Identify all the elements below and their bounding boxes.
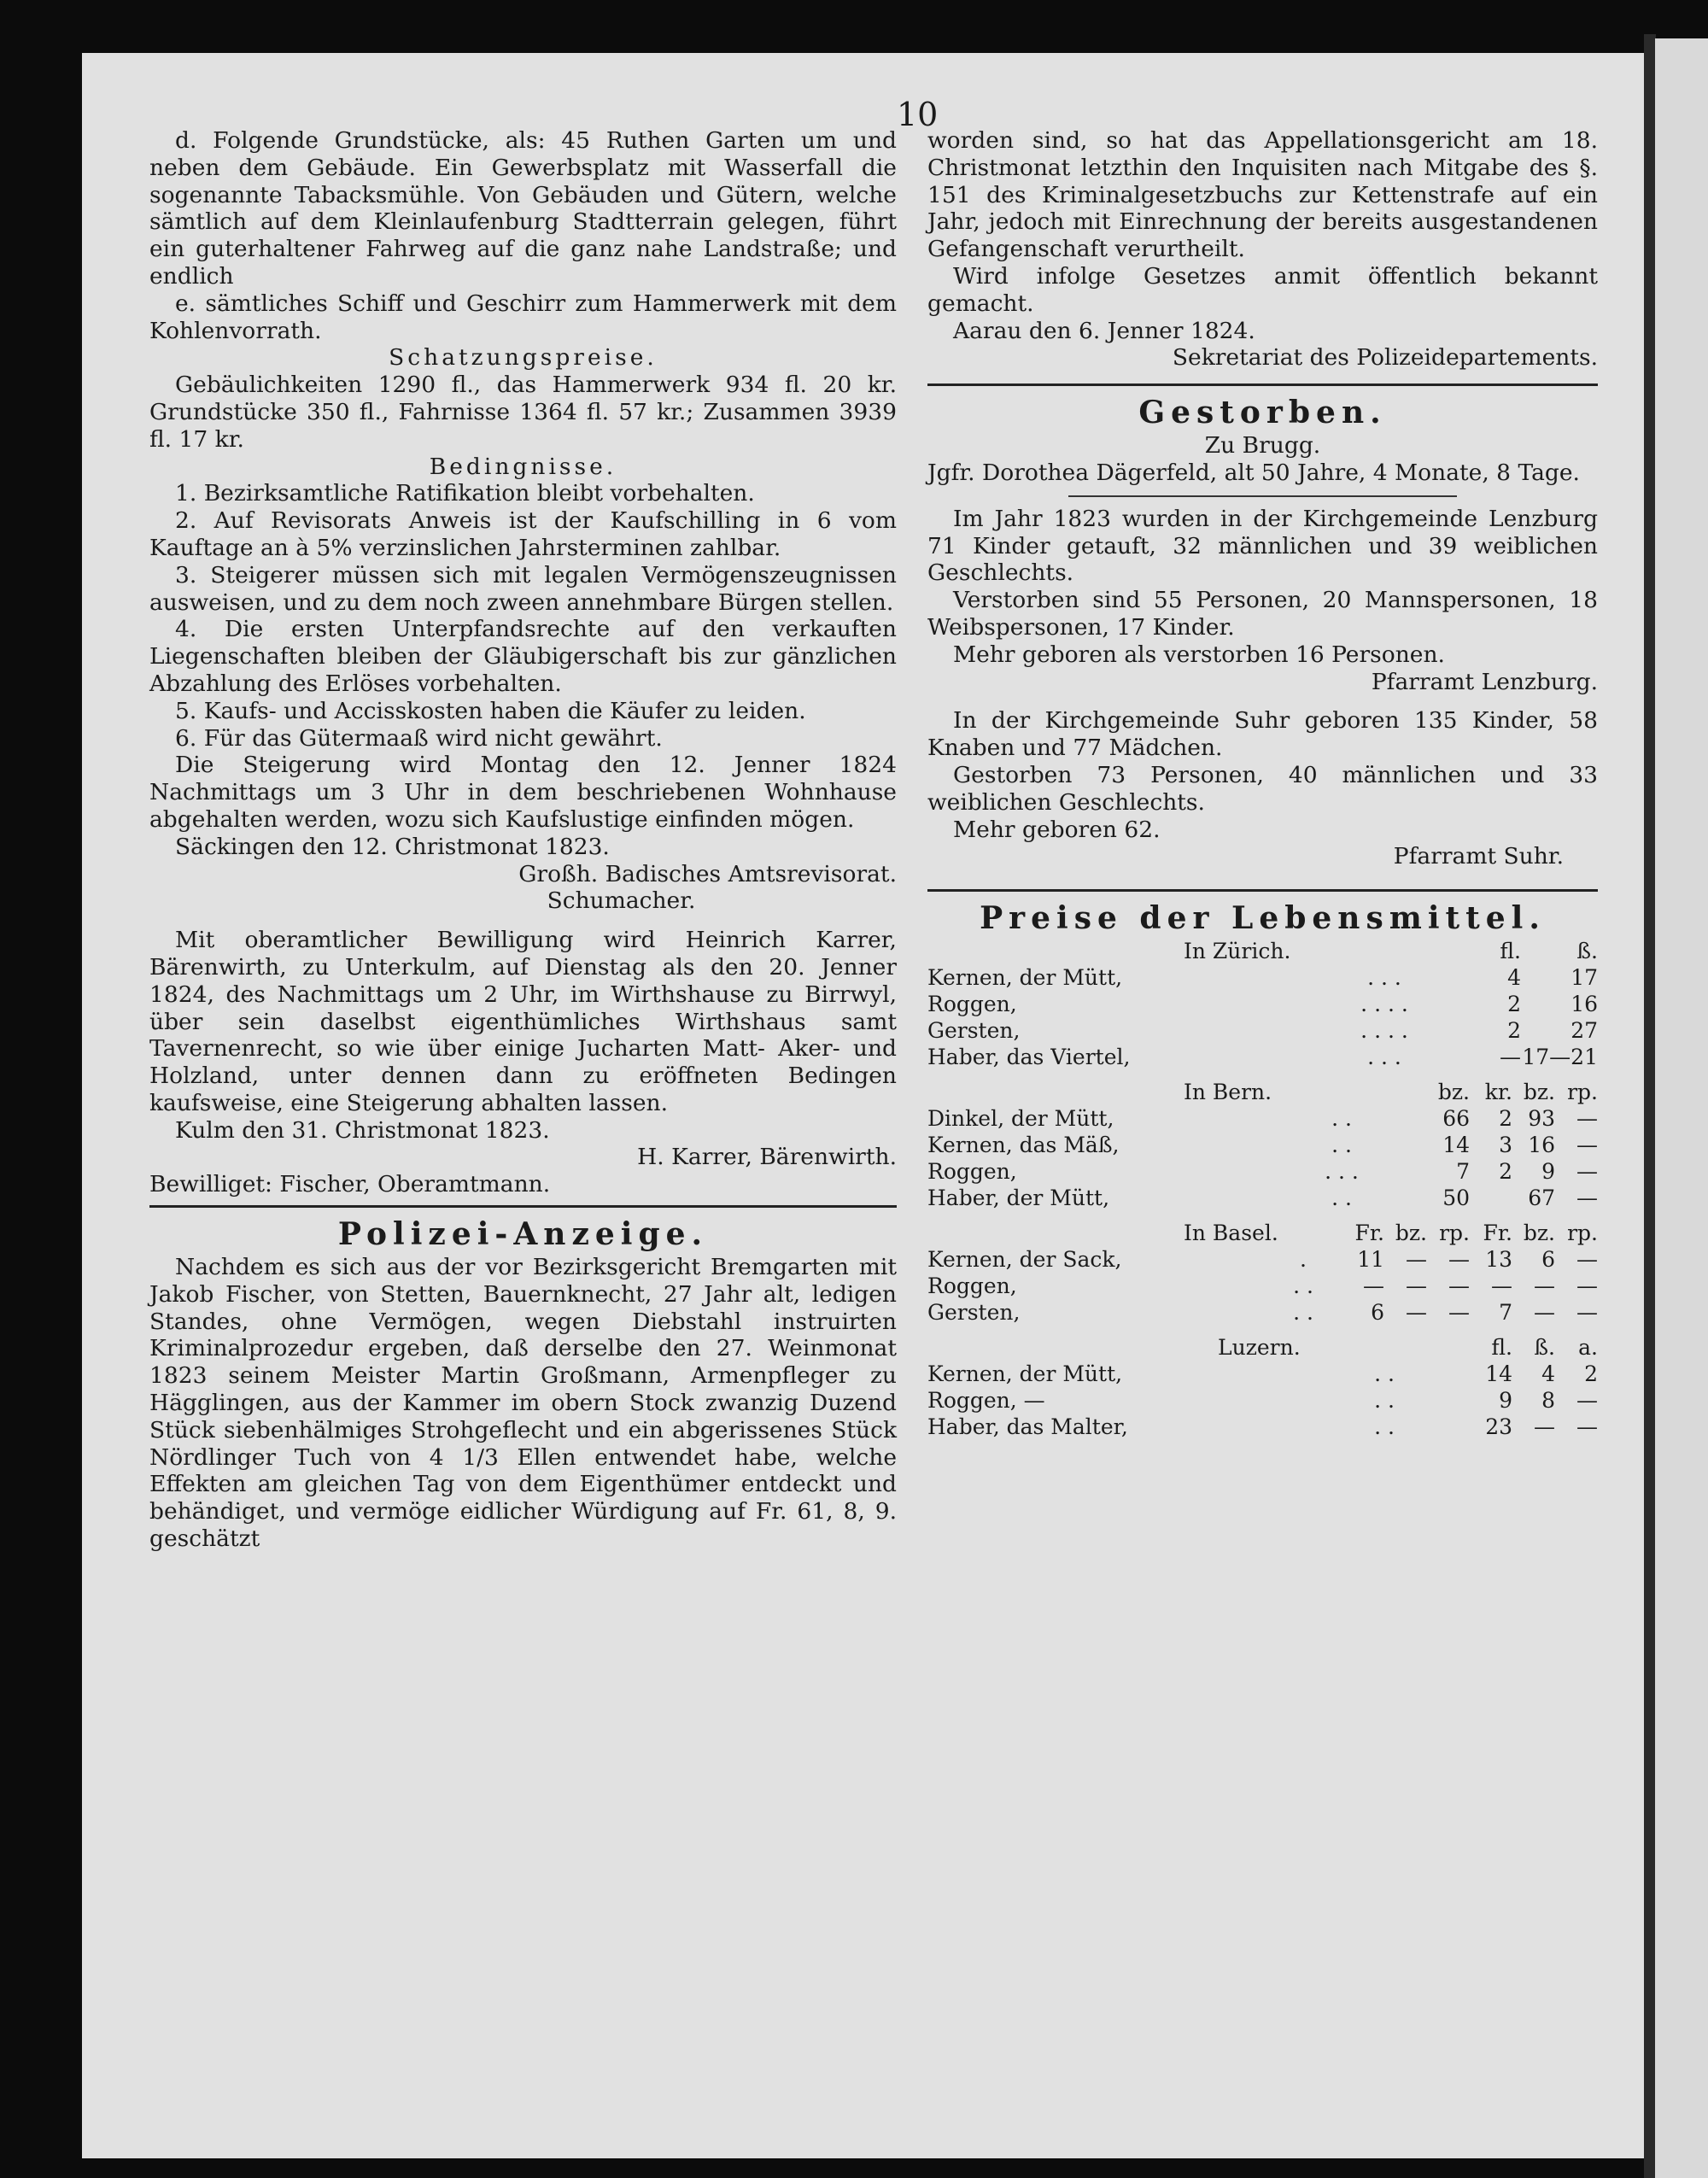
section-rule — [927, 383, 1598, 386]
paragraph-grundstuecke: d. Folgende Grundstücke, als: 45 Ruthen Garten um und neben dem Gebäude. Ein Gewerbsplatz mit Wasserfall die sogenannte Tabacksmühle. Von Gebäuden und Gütern, welche sämtlich auf dem Kleinlaufenburg Stadtterrain gelegen, führt ein guterhaltener Fahrweg auf die ganz nahe Landstraße; und endlich — [149, 127, 897, 290]
table-row: Haber, das Viertel, . . . — 17—21 — [927, 1045, 1598, 1070]
lenzburg-line: Im Jahr 1823 wurden in der Kirchgemeinde Lenzburg 71 Kinder getauft, 32 männlichen und 39 weiblichen Geschlechts. — [927, 505, 1598, 587]
amt-signature: Großh. Badisches Amtsrevisorat. — [518, 860, 897, 887]
heading-bedingnisse: Bedingnisse. — [429, 453, 617, 480]
table-row: Haber, das Malter, . . 23 — — — [927, 1414, 1598, 1440]
paragraph-polizei: Nachdem es sich aus der vor Bezirksgericht Bremgarten mit Jakob Fischer, von Stetten, Bauernknecht, 27 Jahr alt, ledigen Standes, ohne Vermögen, wegen Diebstahl instruirten Kriminalprozedur ergeben, daß derselbe den 27. Weinmonat 1823 seinem Meister Martin Großmann, Armenpfleger zu Hägglingen, aus der Kammer im obern Stock zwanzig Duzend Stück siebenhälmiges Strohgeflecht und ein abgerissenes Stück Nördlinger Tuch von 4 1/3 Ellen entwendet habe, welche Effekten am gleichen Tag von dem Eigenthümer entdeckt und behändiget, und vermöge eidlicher Würdigung auf Fr. 61, 8, 9. geschätzt — [149, 1254, 897, 1553]
table-row: Kernen, der Mütt, . . . 4 17 — [927, 965, 1598, 991]
heading-polizei-anzeige: Polizei-Anzeige. — [337, 1216, 709, 1253]
paragraph-karrer: Mit oberamtlicher Bewilligung wird Heinrich Karrer, Bärenwirth, zu Unterkulm, auf Dienstag als den 20. Jenner 1824, des Nachmittags um 2 Uhr, im Wirthshause zu Birrwyl, über sein daselbst eigenthümliches Wirthshaus samt Tavernenrecht, so wie über einige Jucharten Matt- Aker- und Holzland, unter dennen dann zu eröffneten Bedingen kaufsweise, eine Steigerung abhalten lassen. — [149, 927, 897, 1116]
suhr-line: Mehr geboren 62. — [953, 816, 1161, 843]
bewilliget-line: Bewilliget: Fischer, Oberamtmann. — [149, 1171, 551, 1198]
market-title: In Zürich. — [1184, 939, 1291, 964]
table-row: Kernen, der Sack, . 11 — — 13 6 — — [927, 1247, 1598, 1273]
price-table-basel: In Basel. Fr. bz. rp. Fr. bz. rp. Kernen, der Sack, . 11 — — 13 6 — Roggen, . . — — — — — — Gersten, . . 6 — — 7 — — — [927, 1221, 1598, 1326]
table-row: Kernen, das Mäß, . . 14 3 16 — — [927, 1133, 1598, 1158]
heading-schatzungspreise: Schatzungspreise. — [389, 344, 658, 372]
section-rule — [927, 889, 1598, 892]
page-number: 10 — [897, 96, 939, 133]
condition-item: 4. Die ersten Unterpfandsrechte auf den verkauften Liegenschaften bleiben der Gläubigerschaft bis zur gänzlichen Abzahlung des Erlöses vorbehalten. — [149, 616, 897, 697]
place-brugg: Zu Brugg. — [1204, 432, 1321, 460]
suhr-line: Gestorben 73 Personen, 40 männlichen und 33 weiblichen Geschlechts. — [927, 761, 1598, 816]
market-title: In Bern. — [1184, 1080, 1272, 1105]
page-gutter — [1644, 34, 1656, 2178]
table-row: Kernen, der Mütt, . . 14 4 2 — [927, 1361, 1598, 1387]
paragraph-schiff: e. sämtliches Schiff und Geschirr zum Hammerwerk mit dem Kohlenvorrath. — [149, 290, 897, 344]
amt-name: Schumacher. — [547, 887, 696, 915]
lenzburg-line: Mehr geboren als verstorben 16 Personen. — [953, 641, 1445, 668]
short-rule — [1068, 495, 1457, 497]
aarau-date: Aarau den 6. Jenner 1824. — [953, 317, 1255, 344]
karrer-signature: H. Karrer, Bärenwirth. — [637, 1144, 897, 1171]
column-header: ß. — [1576, 939, 1598, 964]
condition-item: 1. Bezirksamtliche Ratifikation bleibt vorbehalten. — [175, 480, 755, 507]
sekretariat-signature: Sekretariat des Polizeidepartements. — [1172, 344, 1598, 372]
suhr-signature: Pfarramt Suhr. — [1393, 843, 1564, 870]
market-title: In Basel. — [1184, 1221, 1278, 1246]
paragraph-schatzung: Gebäulichkeiten 1290 fl., das Hammerwerk 934 fl. 20 kr. Grundstücke 350 fl., Fahrnisse 1364 fl. 57 kr.; Zusammen 3939 fl. 17 kr. — [149, 372, 897, 453]
death-entry: Jgfr. Dorothea Dägerfeld, alt 50 Jahre, 4 Monate, 8 Tage. — [927, 459, 1580, 486]
lenzburg-line: Verstorben sind 55 Personen, 20 Mannspersonen, 18 Weibspersonen, 17 Kinder. — [927, 587, 1598, 641]
table-row: Gersten, . . . . 2 27 — [927, 1018, 1598, 1044]
table-row: Roggen, . . . . 2 16 — [927, 992, 1598, 1017]
lenzburg-signature: Pfarramt Lenzburg. — [1371, 668, 1598, 695]
heading-gestorben: Gestorben. — [1138, 395, 1387, 431]
saeckingen-date: Säckingen den 12. Christmonat 1823. — [175, 833, 610, 860]
table-row: Roggen, . . — — — — — — — [927, 1273, 1598, 1299]
paragraph-publication: Wird infolge Gesetzes anmit öffentlich bekannt gemacht. — [927, 262, 1598, 317]
table-row: Dinkel, der Mütt, . . 66 2 93 — — [927, 1106, 1598, 1132]
section-rule — [149, 1205, 897, 1208]
table-row: Roggen, . . . 7 2 9 — — [927, 1159, 1598, 1185]
adjacent-page-edge — [1655, 38, 1708, 2178]
kulm-date: Kulm den 31. Christmonat 1823. — [175, 1116, 550, 1144]
condition-item: 6. Für das Gütermaaß wird nicht gewährt. — [175, 724, 663, 752]
condition-item: 2. Auf Revisorats Anweis ist der Kaufschilling in 6 vom Kauftage an à 5% verzinslichen Jahrsterminen zahlbar. — [149, 507, 897, 561]
price-table-luzern: Luzern. fl. ß. a. Kernen, der Mütt, . . 14 4 2 Roggen, — . . 9 8 — Haber, das Malter, . . 23 — — — [927, 1335, 1598, 1440]
column-header: fl. — [1500, 939, 1521, 964]
suhr-line: In der Kirchgemeinde Suhr geboren 135 Kinder, 58 Knaben und 77 Mädchen. — [927, 707, 1598, 762]
right-column — [927, 127, 1598, 1440]
condition-item: 3. Steigerer müssen sich mit legalen Vermögenszeugnissen ausweisen, und zu dem noch zween annehmbare Bürgen stellen. — [149, 561, 897, 616]
left-column — [149, 127, 897, 1553]
paragraph-polizei-continued: worden sind, so hat das Appellationsgericht am 18. Christmonat letzthin den Inquisiten nach Mitgabe des §. 151 des Kriminalgesetzbuchs zur Kettenstrafe auf ein Jahr, jedoch mit Einrechnung der bereits ausgestandenen Gefangenschaft verurtheilt. — [927, 127, 1598, 263]
heading-preise: Preise der Lebensmittel. — [980, 900, 1546, 937]
table-row: Haber, der Mütt, . . 50 67 — — [927, 1186, 1598, 1211]
table-row: Gersten, . . 6 — — 7 — — — [927, 1300, 1598, 1326]
paragraph-steigerung: Die Steigerung wird Montag den 12. Jenner 1824 Nachmittags um 3 Uhr in dem beschriebenen Wohnhause abgehalten werden, wozu sich Kaufslustige einfinden mögen. — [149, 752, 897, 833]
market-title: Luzern. — [1218, 1335, 1301, 1361]
condition-item: 5. Kaufs- und Accisskosten haben die Käufer zu leiden. — [175, 697, 806, 724]
price-table-zurich — [927, 938, 1598, 1070]
price-table-bern: In Bern. bz. kr. bz. rp. Dinkel, der Mütt, . . 66 2 93 — Kernen, das Mäß, . . 14 3 16 — Roggen, . . . 7 2 9 — Haber, der Mütt, . . 50 67 — — [927, 1080, 1598, 1211]
table-row: Roggen, — . . 9 8 — — [927, 1388, 1598, 1414]
